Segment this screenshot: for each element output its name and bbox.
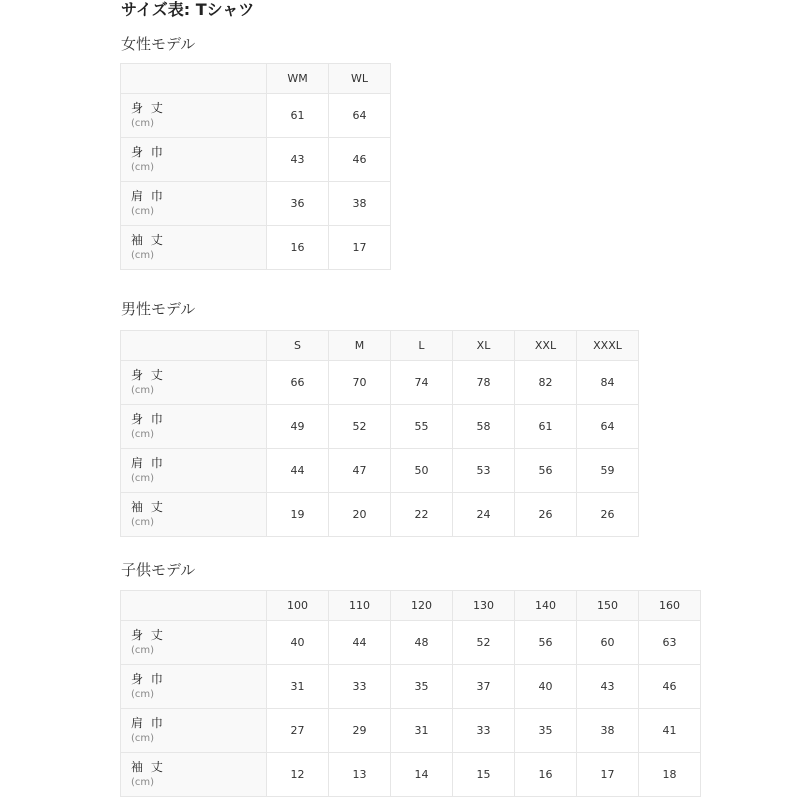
table-cell: 52: [453, 621, 515, 665]
size-column-header: WL: [329, 64, 391, 94]
corner-cell: [121, 591, 267, 621]
table-cell: 40: [515, 665, 577, 709]
size-column-header: 130: [453, 591, 515, 621]
unit-label: (cm): [131, 644, 155, 656]
section-title: 女性モデル: [121, 35, 196, 53]
measurement-label: 袖 丈: [131, 232, 165, 247]
table-cell: 38: [329, 182, 391, 226]
table-cell: 17: [577, 753, 639, 797]
table-cell: 41: [639, 709, 701, 753]
table-cell: 33: [453, 709, 515, 753]
table-cell: 24: [453, 493, 515, 537]
table-cell: 31: [391, 709, 453, 753]
measurement-label: 袖 丈: [131, 759, 165, 774]
table-row: [121, 182, 391, 226]
table-cell: 50: [391, 449, 453, 493]
unit-label: (cm): [131, 776, 155, 788]
size-column-header: XXL: [515, 331, 577, 361]
table-cell: 61: [267, 94, 329, 138]
section-title: 男性モデル: [121, 300, 196, 318]
table-row: [121, 493, 639, 537]
table-row: [121, 753, 701, 797]
row-header: [121, 182, 267, 226]
measurement-label: 袖 丈: [131, 499, 165, 514]
unit-label: (cm): [131, 732, 155, 744]
table-cell: 52: [329, 405, 391, 449]
table-header-row: [121, 591, 701, 621]
table-cell: 18: [639, 753, 701, 797]
table-row: [121, 138, 391, 182]
unit-label: (cm): [131, 117, 155, 129]
table-cell: 66: [267, 361, 329, 405]
page-title: サイズ表: Tシャツ: [121, 0, 255, 19]
size-column-header: L: [391, 331, 453, 361]
size-column-header: WM: [267, 64, 329, 94]
table-cell: 58: [453, 405, 515, 449]
table-cell: 43: [267, 138, 329, 182]
unit-label: (cm): [131, 688, 155, 700]
size-table: [120, 330, 639, 537]
table-row: [121, 226, 391, 270]
unit-label: (cm): [131, 428, 155, 440]
size-column-header: S: [267, 331, 329, 361]
measurement-label: 身 巾: [131, 144, 165, 159]
table-cell: 43: [577, 665, 639, 709]
corner-cell: [121, 64, 267, 94]
table-cell: 61: [515, 405, 577, 449]
measurement-label: 身 丈: [131, 100, 165, 115]
table-cell: 78: [453, 361, 515, 405]
size-column-header: XXXL: [577, 331, 639, 361]
row-header: [121, 361, 267, 405]
row-header: [121, 226, 267, 270]
table-row: [121, 361, 639, 405]
size-column-header: 110: [329, 591, 391, 621]
row-header: [121, 94, 267, 138]
table-cell: 36: [267, 182, 329, 226]
size-column-header: 160: [639, 591, 701, 621]
table-cell: 22: [391, 493, 453, 537]
size-table: [120, 590, 701, 797]
table-cell: 64: [329, 94, 391, 138]
table-cell: 47: [329, 449, 391, 493]
table-cell: 37: [453, 665, 515, 709]
table-cell: 64: [577, 405, 639, 449]
unit-label: (cm): [131, 472, 155, 484]
table-cell: 38: [577, 709, 639, 753]
table-cell: 74: [391, 361, 453, 405]
table-cell: 15: [453, 753, 515, 797]
corner-cell: [121, 331, 267, 361]
table-cell: 40: [267, 621, 329, 665]
table-cell: 35: [515, 709, 577, 753]
table-cell: 49: [267, 405, 329, 449]
row-header: [121, 665, 267, 709]
unit-label: (cm): [131, 249, 155, 261]
table-row: [121, 709, 701, 753]
table-cell: 27: [267, 709, 329, 753]
table-cell: 55: [391, 405, 453, 449]
table-cell: 19: [267, 493, 329, 537]
measurement-label: 身 巾: [131, 671, 165, 686]
table-cell: 17: [329, 226, 391, 270]
unit-label: (cm): [131, 161, 155, 173]
table-cell: 53: [453, 449, 515, 493]
table-header-row: [121, 64, 391, 94]
table-cell: 29: [329, 709, 391, 753]
size-column-header: M: [329, 331, 391, 361]
table-cell: 82: [515, 361, 577, 405]
table-cell: 13: [329, 753, 391, 797]
section-title: 子供モデル: [121, 561, 196, 579]
measurement-label: 肩 巾: [131, 715, 165, 730]
row-header: [121, 753, 267, 797]
table-row: [121, 449, 639, 493]
table-cell: 16: [267, 226, 329, 270]
measurement-label: 身 丈: [131, 627, 165, 642]
measurement-label: 身 丈: [131, 367, 165, 382]
table-cell: 16: [515, 753, 577, 797]
size-column-header: XL: [453, 331, 515, 361]
unit-label: (cm): [131, 516, 155, 528]
size-column-header: 100: [267, 591, 329, 621]
table-cell: 56: [515, 449, 577, 493]
size-column-header: 150: [577, 591, 639, 621]
table-row: [121, 665, 701, 709]
table-cell: 26: [515, 493, 577, 537]
table-cell: 35: [391, 665, 453, 709]
table-cell: 70: [329, 361, 391, 405]
table-cell: 12: [267, 753, 329, 797]
row-header: [121, 621, 267, 665]
table-cell: 14: [391, 753, 453, 797]
size-table: [120, 63, 391, 270]
table-cell: 60: [577, 621, 639, 665]
table-cell: 20: [329, 493, 391, 537]
table-header-row: [121, 331, 639, 361]
table-cell: 26: [577, 493, 639, 537]
table-row: [121, 405, 639, 449]
unit-label: (cm): [131, 384, 155, 396]
table-cell: 56: [515, 621, 577, 665]
table-row: [121, 94, 391, 138]
table-cell: 31: [267, 665, 329, 709]
table-cell: 46: [329, 138, 391, 182]
size-column-header: 140: [515, 591, 577, 621]
table-cell: 44: [329, 621, 391, 665]
measurement-label: 身 巾: [131, 411, 165, 426]
table-cell: 48: [391, 621, 453, 665]
table-cell: 33: [329, 665, 391, 709]
unit-label: (cm): [131, 205, 155, 217]
table-cell: 46: [639, 665, 701, 709]
measurement-label: 肩 巾: [131, 188, 165, 203]
table-cell: 84: [577, 361, 639, 405]
table-row: [121, 621, 701, 665]
size-column-header: 120: [391, 591, 453, 621]
row-header: [121, 709, 267, 753]
row-header: [121, 405, 267, 449]
table-cell: 63: [639, 621, 701, 665]
row-header: [121, 449, 267, 493]
table-cell: 44: [267, 449, 329, 493]
measurement-label: 肩 巾: [131, 455, 165, 470]
row-header: [121, 493, 267, 537]
table-cell: 59: [577, 449, 639, 493]
row-header: [121, 138, 267, 182]
